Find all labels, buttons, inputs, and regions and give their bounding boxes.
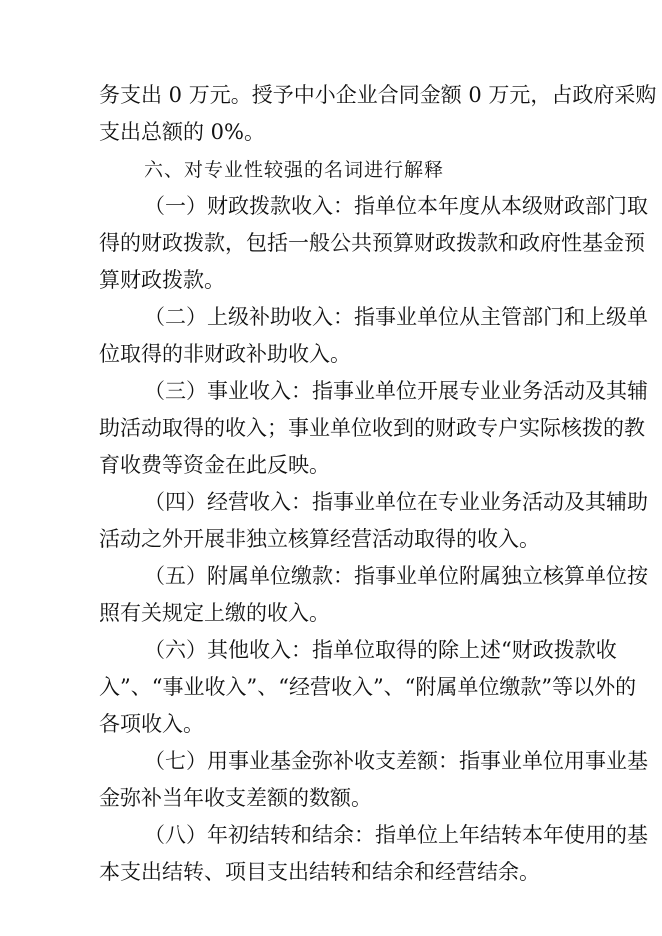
text-line: 务支出 0 万元。授予中小企业合同金额 0 万元，占政府采购 bbox=[99, 83, 657, 107]
text-line: 各项收入。 bbox=[99, 712, 204, 736]
definition-title-8: （八）年初结转和结余：指单位上年结转本年使用的基 bbox=[144, 823, 648, 847]
definition-title-2: （二）上级补助收入：指事业单位从主管部门和上级单 bbox=[144, 305, 648, 329]
text-line: 照有关规定上缴的收入。 bbox=[99, 601, 330, 625]
definition-title-5: （五）附属单位缴款：指事业单位附属独立核算单位按 bbox=[144, 564, 648, 588]
text-line: 入”、“事业收入”、“经营收入”、“附属单位缴款”等以外的 bbox=[99, 675, 637, 699]
definition-title-7: （七）用事业基金弥补收支差额：指事业单位用事业基 bbox=[144, 749, 648, 773]
definition-title-1: （一）财政拨款收入：指单位本年度从本级财政部门取 bbox=[144, 194, 648, 218]
text-line: 位取得的非财政补助收入。 bbox=[99, 342, 351, 366]
definition-title-3: （三）事业收入：指事业单位开展专业业务活动及其辅 bbox=[144, 379, 648, 403]
definition-title-4: （四）经营收入：指事业单位在专业业务活动及其辅助 bbox=[144, 490, 648, 514]
text-line: 育收费等资金在此反映。 bbox=[99, 453, 330, 477]
text-line: 得的财政拨款，包括一般公共预算财政拨款和政府性基金预 bbox=[99, 231, 645, 255]
text-line: 助活动取得的收入；事业单位收到的财政专户实际核拨的教 bbox=[99, 416, 645, 440]
section-heading: 六、对专业性较强的名词进行解释 bbox=[144, 159, 445, 181]
text-line: 本支出结转、项目支出结转和结余和经营结余。 bbox=[99, 860, 540, 884]
text-line: 算财政拨款。 bbox=[99, 268, 225, 292]
text-line: 活动之外开展非独立核算经营活动取得的收入。 bbox=[99, 527, 540, 551]
definition-title-6: （六）其他收入：指单位取得的除上述“财政拨款收 bbox=[144, 638, 617, 662]
text-line: 支出总额的 0%。 bbox=[99, 120, 265, 144]
text-line: 金弥补当年收支差额的数额。 bbox=[99, 786, 372, 810]
